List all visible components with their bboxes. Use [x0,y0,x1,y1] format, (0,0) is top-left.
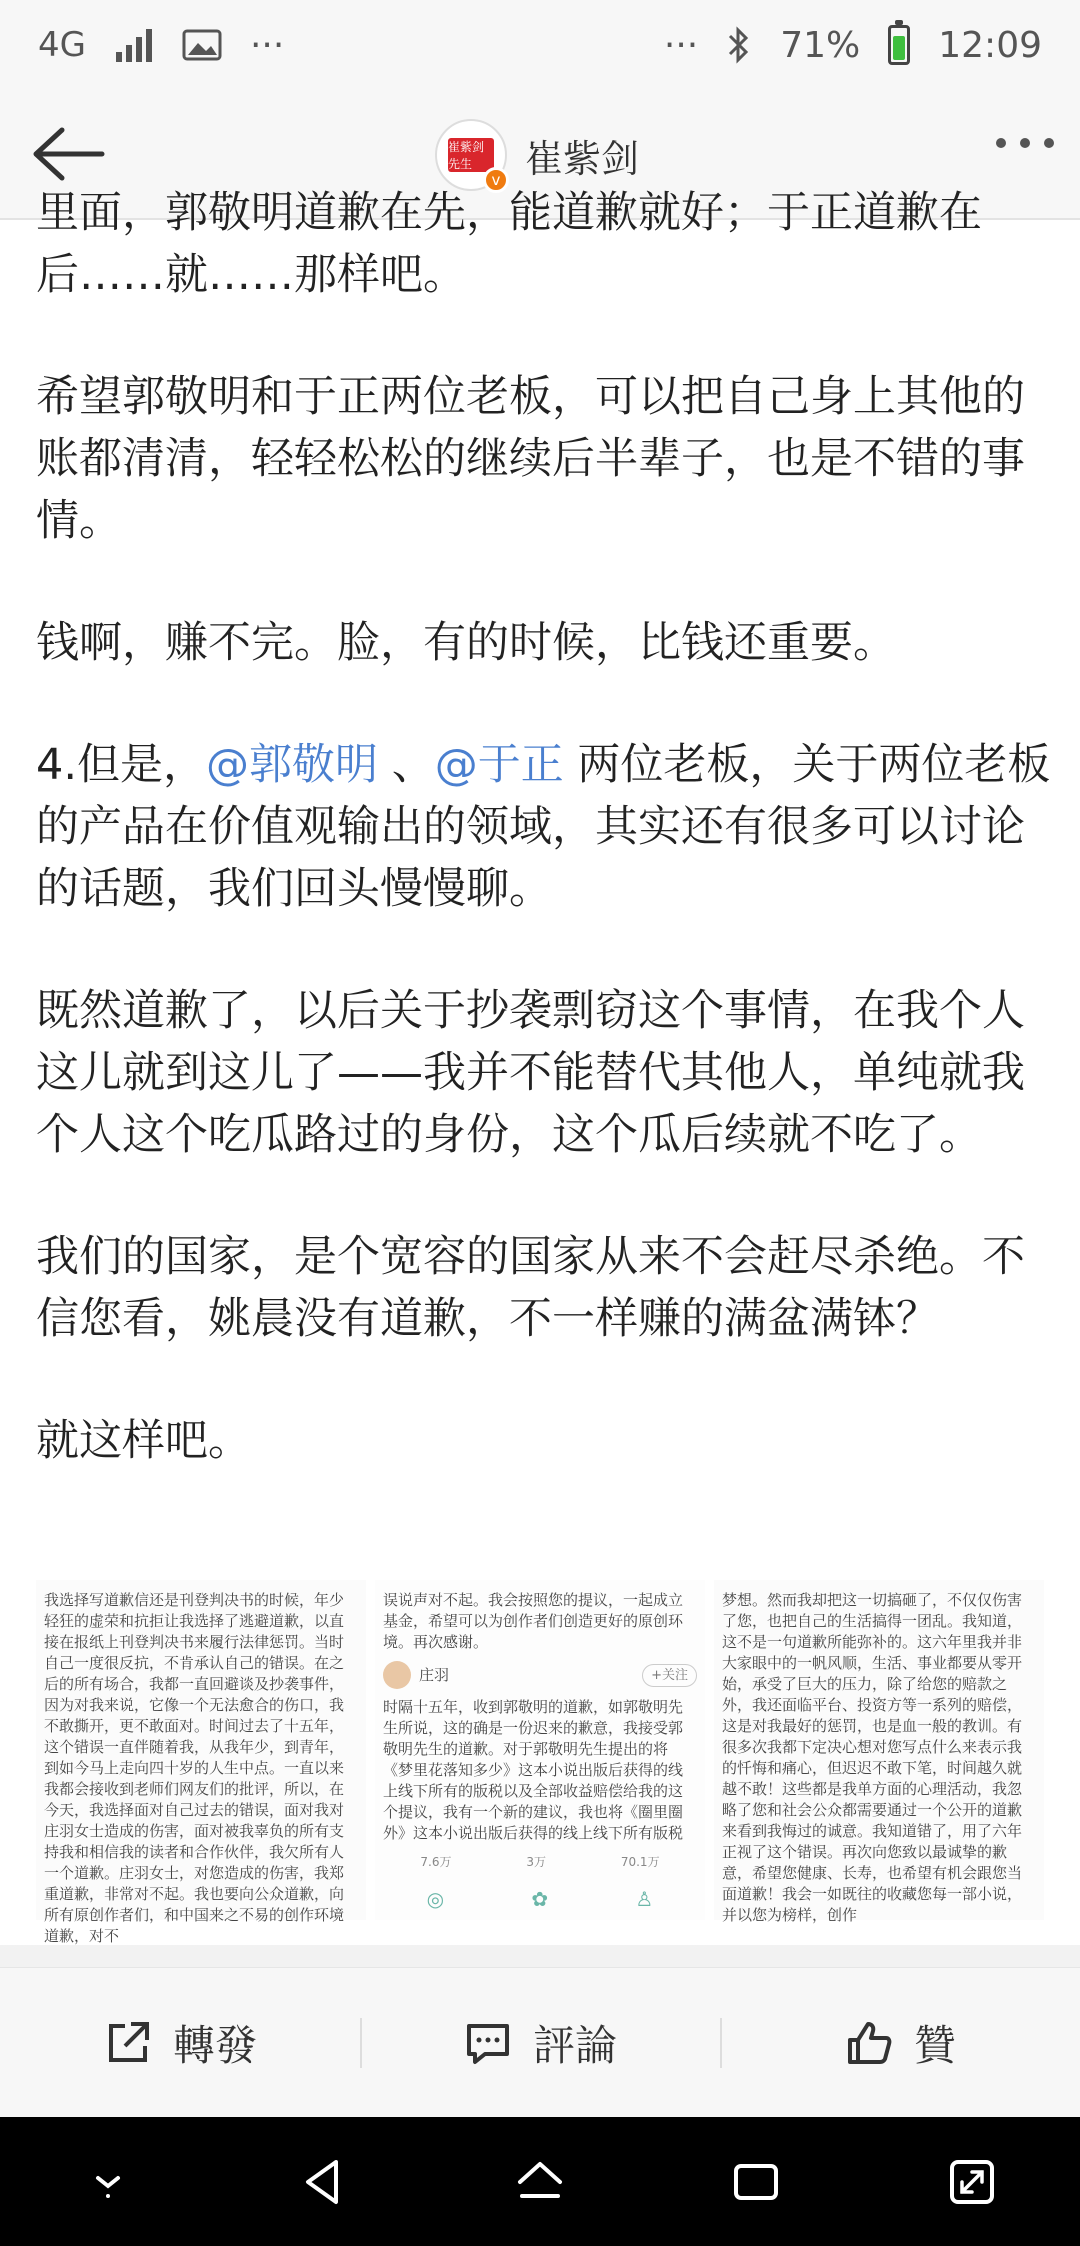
notification-dots: ··· [249,24,285,66]
divider [0,1945,1080,1967]
status-bar [0,0,1080,90]
thumbnail-2-stat-3: 70.1万 [620,1855,660,1869]
thumbnail-image-2[interactable] [375,1580,705,1920]
avatar-logo: 崔紫剑先生 [448,138,494,172]
repost-icon [103,2018,153,2068]
post-body [36,182,1051,1532]
back-arrow-icon[interactable] [28,124,108,184]
thumbnail-2-icons [383,1889,697,1910]
image-thumbnails [36,1580,1044,1945]
thumbnail-1-text: 我选择写道歉信还是刊登判决书的时候，年少轻狂的虚荣和抗拒让我选择了逃避道歉，以直接在报纸上刊登判决书来履行法律惩罚。当时自己一度很反抗，不肯承认自己的错误。在之后的所有场合，我都一直回避谈及抄袭事件，因为对我来说，它像一个无法愈合的伤口，我不敢撕开，更不敢面对。时间过去了十五年，这个错误一直伴随着我，从我年少，到青年，到如今马上走向四十岁的人生中点。一直以来我都会接收到老师们网友们的批评，所以，在今天，我选择面对自己过去的错误，面对我对庄羽女士造成的伤害，面对被我辜负的所有支持我和相信我的读者和合作伙伴，我欠所有人一个道歉。庄羽女士，对您造成的伤害，我郑重道歉，非常对不起。我也要向公众道歉，向所有原创作者们，和中国来之不易的创作环境道歉，对不 [44,1591,345,1945]
wechat-icon: ◎ [426,1887,445,1911]
status-dots: ··· [663,24,699,66]
thumbnail-2-top-text: 误说声对不起。我会按照您的提议，一起成立基金，希望可以为创作者们创造更好的原创环境。再次感谢。 [383,1591,684,1651]
comment-icon [463,2018,513,2068]
status-right [664,25,1042,66]
home-icon[interactable] [512,2154,568,2210]
expand-icon[interactable] [944,2154,1000,2210]
gallery-icon [182,28,222,62]
network-type: 4G [38,25,86,65]
thumbnail-image-3[interactable] [714,1580,1044,1924]
thumbnail-2-stats [383,1852,697,1873]
thumbnail-image-1[interactable] [36,1580,366,1945]
chevron-down-icon[interactable] [80,2154,136,2210]
thumbnail-2-username: 庄羽 [419,1665,450,1684]
repost-button[interactable] [0,1968,360,2117]
paragraph-1: 里面，郭敬明道歉在先，能道歉就好；于正道歉在后……就……那样吧。 [36,188,982,300]
bluetooth-icon [726,25,752,65]
battery-icon [888,25,910,65]
more-options-icon[interactable] [996,138,1054,148]
comment-button[interactable] [360,1968,720,2117]
clock: 12:09 [938,24,1042,66]
avatar[interactable] [435,119,507,191]
like-label: 贊 [913,2020,956,2070]
thumbnail-2-user [383,1661,697,1689]
paragraph-4-suffix: 两位老板，关于两位老板的产品在价值观输出的领域，其实还有很多可以讨论的话题，我们回头慢慢聊。 [36,740,1051,914]
paragraph-3: 钱啊，赚不完。脸，有的时候，比钱还重要。 [36,618,896,668]
thumbs-up-icon [844,2018,894,2068]
paragraph-6: 我们的国家，是个宽容的国家从来不会赶尽杀绝。不信您看，姚晨没有道歉，不一样赚的满盆满钵？ [36,1232,1025,1344]
mention-separator: 、 [378,740,435,790]
thumbnail-2-text: 时隔十五年，收到郭敬明的道歉，如郭敬明先生所说，这的确是一份迟来的歉意，我接受郭敬明先生的道歉。对于郭敬明先生提出的将《梦里花落知多少》这本小说出版后获得的线上线下所有的版税以及全部收益赔偿给我的这个提议，我有一个新的建议，我也将《圈里圈外》这本小说出版后获得的线上线下所有版税 [383,1698,684,1842]
thumbnail-2-stat-2: 3万 [526,1855,546,1869]
page-title: 崔紫剑 [525,136,640,181]
paragraph-7: 就这样吧。 [36,1416,251,1466]
like-button[interactable] [720,1968,1080,2117]
paragraph-4-prefix: 4.但是， [36,740,207,790]
thumbnail-3-text: 梦想。然而我却把这一切搞砸了，不仅仅伤害了您，也把自己的生活搞得一团乱。我知道，这不是一句道歉所能弥补的。这六年里我并非大家眼中的一帆风顺，生活、事业都要从零开始，承受了巨大的压力，除了给您的赔款之外，我还面临平台、投资方等一系列的赔偿，这是对我最好的惩罚，也是血一般的教训。有很多次我都下定决心想对您写点什么来表示我的忏悔和痛心，但迟迟不敢下笔，时间越久就越不敢！这些都是我单方面的心理活动，我忽略了您和社会公众都需要通过一个公开的道歉来看到我悔过的诚意。我知道错了，用了六年正视了这个错误。再次向您致以最诚挚的歉意，希望您健康、长寿，也希望有机会跟您当面道歉！我会一如既往的收藏您每一部小说，并以您为榜样，创作 [722,1591,1023,1924]
paragraph-2: 希望郭敬明和于正两位老板，可以把自己身上其他的账都清清，轻轻松松的继续后半辈子，也是不错的事情。 [36,372,1025,546]
paragraph-5: 既然道歉了，以后关于抄袭剽窃这个事情，在我个人这儿就到这儿了——我并不能替代其他人，单纯就我个人这个吃瓜路过的身份，这个瓜后续就不吃了。 [36,986,1025,1160]
comment-label: 評論 [532,2020,617,2070]
recent-apps-icon[interactable] [728,2154,784,2210]
moments-icon: ✿ [531,1887,549,1911]
repost-label: 轉發 [172,2020,257,2070]
signal-icon [114,28,154,62]
thumbnail-2-avatar [383,1661,411,1689]
mention-link-guo[interactable]: @郭敬明 [206,740,379,790]
verified-badge-icon: v [483,167,509,193]
battery-percent: 71% [780,24,861,66]
post-content[interactable] [0,188,1080,1945]
status-left [38,25,284,66]
back-triangle-icon[interactable] [296,2154,352,2210]
action-bar [0,1967,1080,2117]
system-nav-bar [0,2117,1080,2246]
qq-icon: ♙ [635,1887,654,1911]
paragraph-4 [36,734,1051,920]
thumbnail-2-follow: +关注 [642,1664,697,1687]
mention-link-yu[interactable]: @于正 [434,740,564,790]
thumbnail-2-stat-1: 7.6万 [420,1855,452,1869]
